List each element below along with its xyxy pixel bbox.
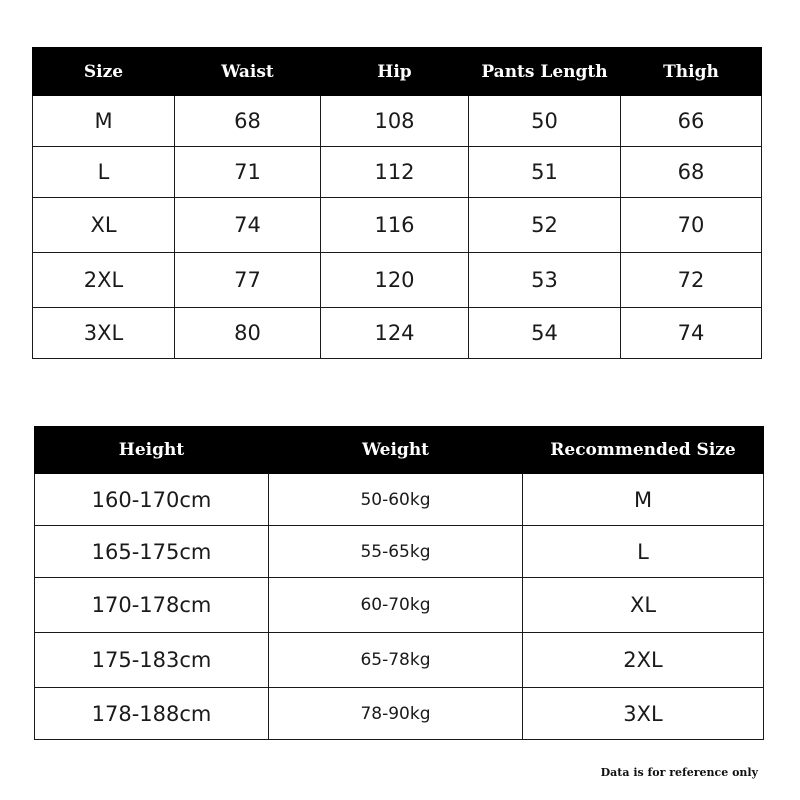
table-row	[35, 688, 764, 740]
cell-recommended-size: L	[523, 526, 764, 578]
cell-waist: 80	[175, 308, 321, 359]
recommendation-table	[34, 426, 764, 740]
header-thigh: Thigh	[621, 48, 762, 96]
cell-waist: 71	[175, 147, 321, 198]
cell-height: 178-188cm	[35, 688, 269, 740]
cell-thigh: 70	[621, 198, 762, 253]
cell-hip: 124	[321, 308, 469, 359]
cell-recommended-size: 2XL	[523, 633, 764, 688]
table-row	[33, 147, 762, 198]
reference-footnote: Data is for reference only	[600, 766, 758, 779]
table-row	[35, 633, 764, 688]
cell-thigh: 68	[621, 147, 762, 198]
header-pants-length: Pants Length	[469, 48, 621, 96]
cell-weight: 50-60kg	[269, 474, 523, 526]
cell-pants-length: 50	[469, 96, 621, 147]
cell-hip: 112	[321, 147, 469, 198]
table-row	[35, 526, 764, 578]
table-row	[35, 474, 764, 526]
cell-thigh: 72	[621, 253, 762, 308]
cell-thigh: 74	[621, 308, 762, 359]
cell-size: M	[33, 96, 175, 147]
cell-pants-length: 54	[469, 308, 621, 359]
cell-weight: 60-70kg	[269, 578, 523, 633]
table-row	[33, 198, 762, 253]
cell-height: 160-170cm	[35, 474, 269, 526]
header-row	[35, 427, 764, 474]
cell-height: 165-175cm	[35, 526, 269, 578]
recommendation-body	[35, 474, 764, 740]
size-chart-body	[33, 96, 762, 359]
cell-weight: 55-65kg	[269, 526, 523, 578]
header-height: Height	[35, 427, 269, 474]
cell-weight: 78-90kg	[269, 688, 523, 740]
cell-hip: 120	[321, 253, 469, 308]
cell-thigh: 66	[621, 96, 762, 147]
cell-pants-length: 52	[469, 198, 621, 253]
size-chart-header	[33, 48, 762, 96]
cell-height: 170-178cm	[35, 578, 269, 633]
cell-waist: 68	[175, 96, 321, 147]
cell-recommended-size: 3XL	[523, 688, 764, 740]
cell-size: 2XL	[33, 253, 175, 308]
cell-size: L	[33, 147, 175, 198]
size-chart-table	[32, 47, 762, 359]
header-row	[33, 48, 762, 96]
cell-waist: 74	[175, 198, 321, 253]
cell-size: 3XL	[33, 308, 175, 359]
cell-height: 175-183cm	[35, 633, 269, 688]
header-recommended-size: Recommended Size	[523, 427, 764, 474]
cell-hip: 116	[321, 198, 469, 253]
recommendation-header	[35, 427, 764, 474]
cell-waist: 77	[175, 253, 321, 308]
table-row	[33, 96, 762, 147]
cell-recommended-size: M	[523, 474, 764, 526]
cell-size: XL	[33, 198, 175, 253]
table-row	[35, 578, 764, 633]
cell-weight: 65-78kg	[269, 633, 523, 688]
cell-pants-length: 53	[469, 253, 621, 308]
header-waist: Waist	[175, 48, 321, 96]
cell-pants-length: 51	[469, 147, 621, 198]
cell-hip: 108	[321, 96, 469, 147]
header-hip: Hip	[321, 48, 469, 96]
table-row	[33, 308, 762, 359]
cell-recommended-size: XL	[523, 578, 764, 633]
header-weight: Weight	[269, 427, 523, 474]
header-size: Size	[33, 48, 175, 96]
table-row	[33, 253, 762, 308]
